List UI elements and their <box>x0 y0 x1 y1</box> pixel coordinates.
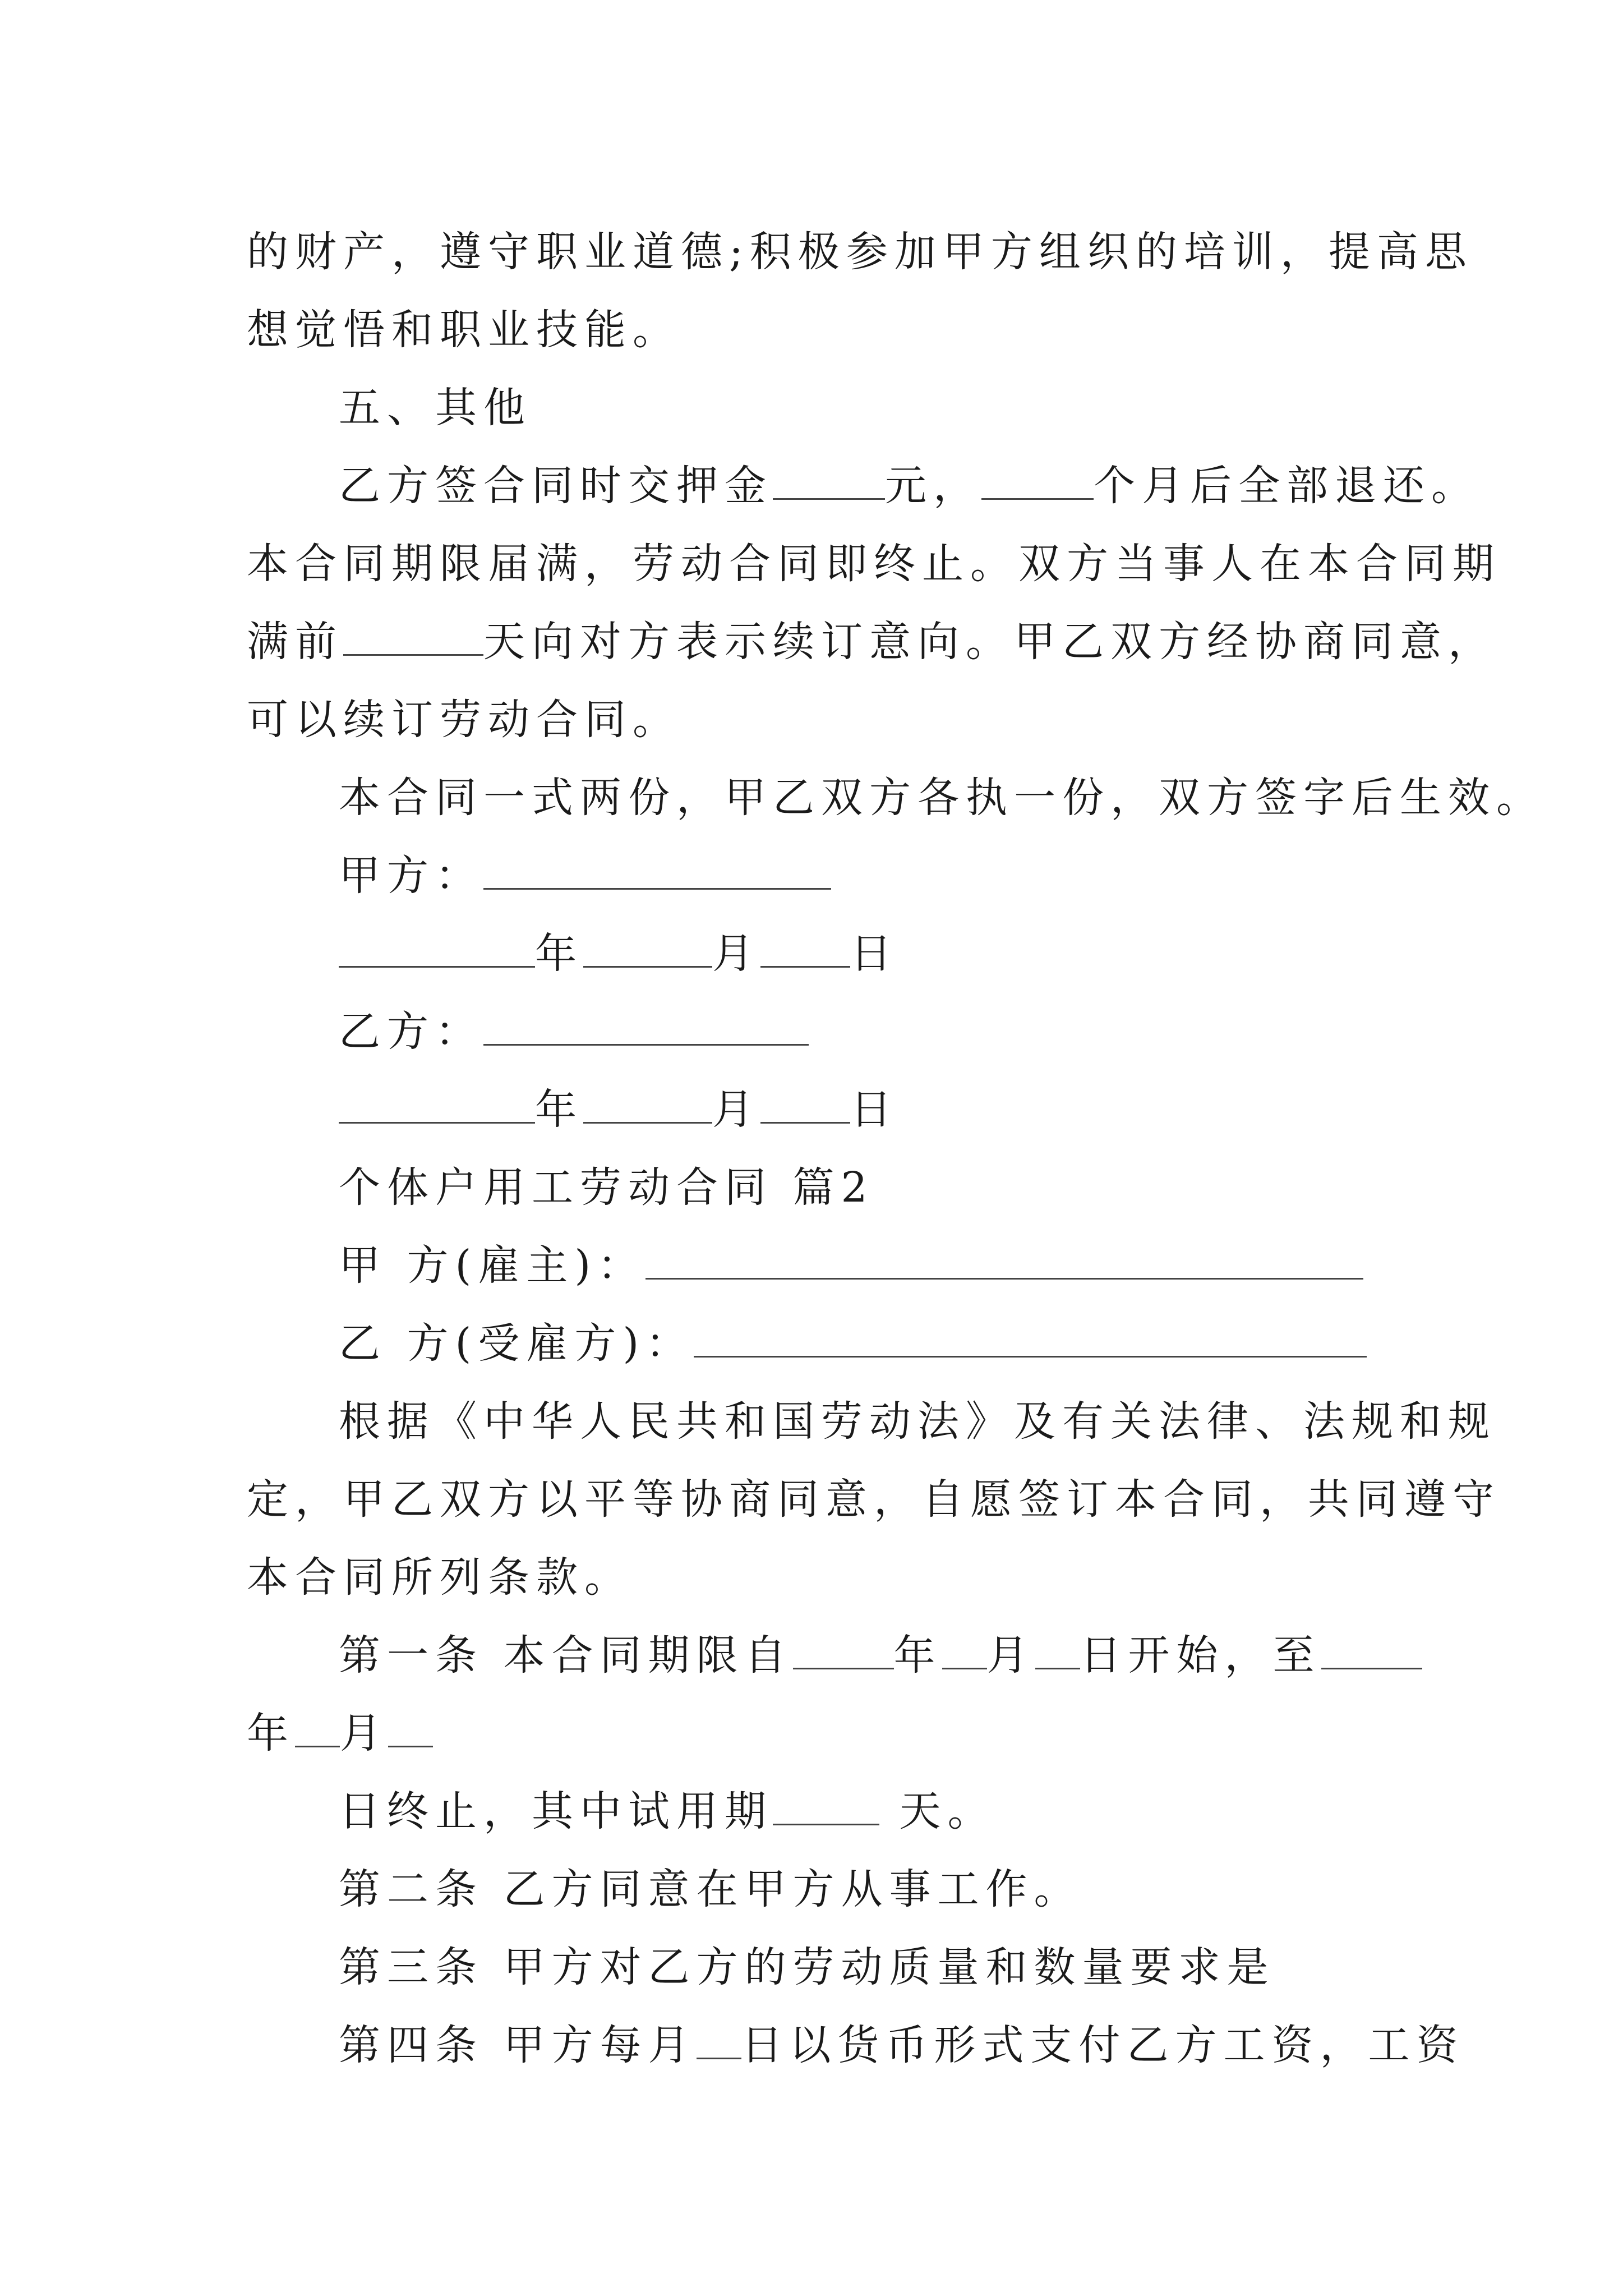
text-line <box>247 1461 1501 1539</box>
fill-in-blank <box>343 616 483 656</box>
fill-in-blank <box>942 1630 987 1669</box>
fill-in-blank <box>697 2020 741 2059</box>
text-segment: 月 <box>712 930 760 978</box>
text-line <box>247 1773 1391 1851</box>
fill-in-blank <box>388 1708 433 1747</box>
fill-in-blank <box>793 1630 894 1669</box>
text-line <box>247 525 1501 603</box>
text-segment: 日 <box>850 930 898 978</box>
text-segment: 第二条 乙方同意在甲方从事工作。 <box>339 1865 1082 1913</box>
text-line <box>247 1071 1391 1149</box>
fill-in-blank <box>483 850 831 890</box>
text-line <box>247 291 1391 369</box>
fill-in-blank <box>339 1084 535 1124</box>
text-line <box>247 2007 1465 2085</box>
text-line <box>247 447 1479 525</box>
text-line <box>247 759 1544 837</box>
text-segment: 定，甲乙双方以平等协商同意，自愿签订本合同，共同遵守 <box>247 1475 1501 1524</box>
text-segment: 可以续订劳动合同。 <box>247 696 681 744</box>
text-segment: 第四条 甲方每月 <box>339 2021 697 2069</box>
text-segment: 根据《中华人民共和国劳动法》及有关法律、法规和规 <box>339 1397 1496 1446</box>
text-segment: 甲方： <box>339 852 483 900</box>
text-line <box>247 993 1391 1071</box>
fill-in-blank <box>295 1708 340 1747</box>
text-segment: 日以货币形式支付乙方工资，工资 <box>741 2021 1465 2069</box>
fill-in-blank <box>760 928 850 968</box>
text-segment: 年 <box>247 1709 295 1757</box>
fill-in-blank <box>1035 1630 1080 1669</box>
text-segment: 甲 方(雇主)： <box>339 1241 646 1290</box>
fill-in-blank <box>694 1318 1367 1358</box>
text-line <box>247 1305 1391 1383</box>
text-segment: 本合同所列条款。 <box>247 1553 633 1602</box>
text-segment: 个体户用工劳动合同 篇2 <box>339 1163 874 1212</box>
fill-in-blank <box>1321 1630 1422 1669</box>
text-segment: 年 <box>893 1631 942 1680</box>
text-segment: 月 <box>712 1085 760 1134</box>
text-segment: 乙方签合同时交押金 <box>339 462 773 510</box>
fill-in-blank <box>583 928 712 968</box>
text-segment: 月 <box>340 1709 388 1757</box>
text-line <box>247 915 1391 993</box>
text-segment: 本合同期限届满，劳动合同即终止。双方当事人在本合同期 <box>247 540 1501 588</box>
text-line <box>247 603 1496 681</box>
text-line <box>247 1383 1496 1461</box>
fill-in-blank <box>645 1240 1363 1280</box>
text-segment: 五、其他 <box>339 384 532 432</box>
text-line <box>247 681 1391 759</box>
fill-in-blank <box>583 1084 712 1124</box>
text-line <box>247 1929 1391 2007</box>
text-segment: 日终止，其中试用期 <box>339 1787 773 1835</box>
text-line <box>247 1149 1391 1227</box>
fill-in-blank <box>773 1786 879 1825</box>
fill-in-blank <box>339 928 535 968</box>
text-segment: 元， <box>885 462 981 510</box>
text-segment: 满前 <box>247 618 343 666</box>
text-segment: 天。 <box>879 1787 996 1835</box>
text-line <box>247 213 1473 291</box>
text-segment: 乙方： <box>339 1007 483 1056</box>
text-line <box>247 1617 1391 1695</box>
text-segment: 第一条 本合同期限自 <box>339 1631 793 1680</box>
text-segment: 天向对方表示续订意向。甲乙双方经协商同意， <box>483 618 1496 666</box>
fill-in-blank <box>981 461 1094 500</box>
text-line <box>247 369 1391 447</box>
document-page <box>247 213 1544 2085</box>
text-segment: 月 <box>986 1631 1035 1680</box>
fill-in-blank <box>773 461 885 500</box>
text-line <box>247 1851 1391 1929</box>
text-segment: 个月后全部退还。 <box>1094 462 1479 510</box>
text-line <box>247 1227 1391 1305</box>
text-line <box>247 837 1391 915</box>
text-segment: 本合同一式两份，甲乙双方各执一份，双方签字后生效。 <box>339 774 1544 822</box>
text-segment: 的财产，遵守职业道德;积极参加甲方组织的培训，提高思 <box>247 228 1473 276</box>
fill-in-blank <box>483 1006 809 1046</box>
text-segment: 年 <box>535 930 583 978</box>
text-segment: 乙 方(受雇方)： <box>339 1319 694 1368</box>
text-line <box>247 1539 1391 1617</box>
text-segment: 想觉悟和职业技能。 <box>247 306 681 354</box>
text-segment: 日开始，至 <box>1080 1631 1321 1680</box>
text-segment: 第三条 甲方对乙方的劳动质量和数量要求是 <box>339 1943 1275 1991</box>
text-segment: 日 <box>850 1085 898 1134</box>
text-segment: 年 <box>535 1085 583 1134</box>
text-line <box>247 1695 1391 1773</box>
fill-in-blank <box>760 1084 850 1124</box>
